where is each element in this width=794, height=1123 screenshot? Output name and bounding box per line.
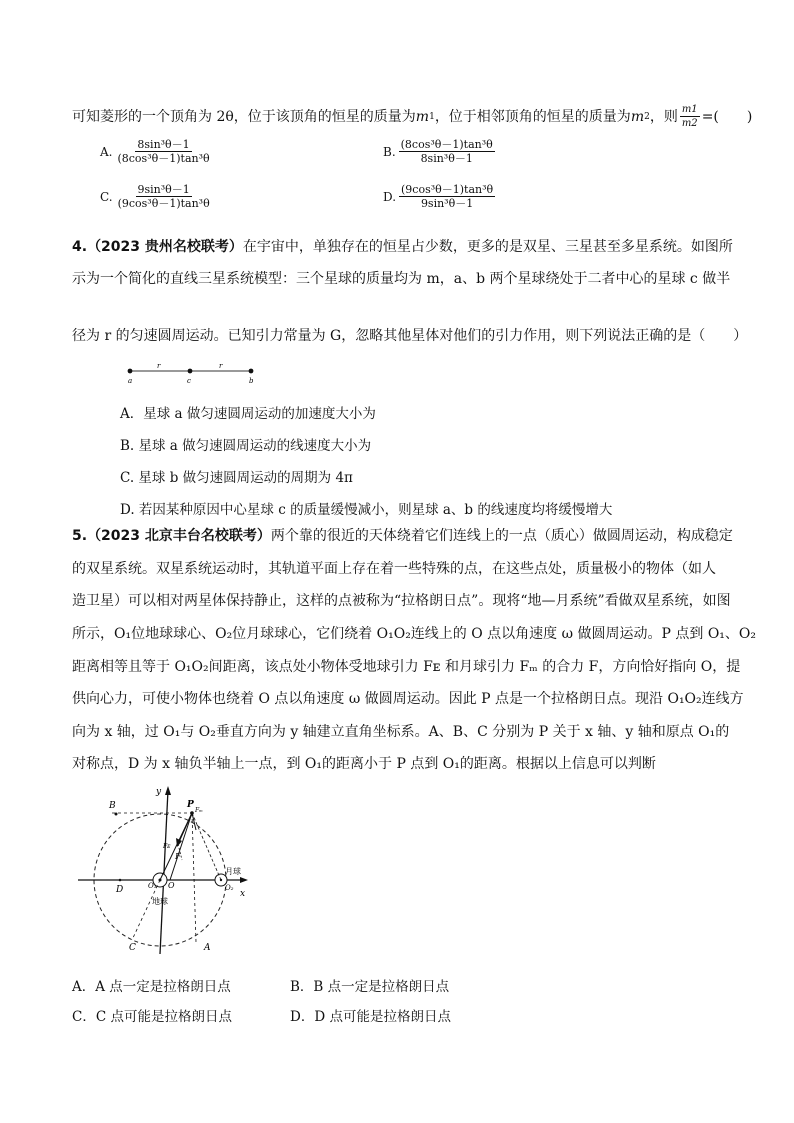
svg-text:O₂: O₂ [225,884,234,892]
q4-choice-b[interactable]: B. 星球 a 做匀速圆周运动的线速度大小为 [120,438,372,454]
q5-line-8: 对称点，D 为 x 轴负半轴上一点，到 O₁的距离小于 P 点到 O₁的距离。根据以上信息可以判断 [72,756,656,772]
q4-choice-a[interactable]: A．星球 a 做匀速圆周运动的加速度大小为 [120,406,376,422]
q5-line-5: 距离相等且等于 O₁O₂间距离，该点处小物体受地球引力 Fᴇ 和月球引力 Fₘ 的合力 F，方向恰好指向 O，提 [72,659,741,675]
svg-text:O₁: O₁ [148,882,157,890]
svg-text:c: c [187,377,191,384]
q5-choice-d[interactable]: D．D 点可能是拉格朗日点 [290,1009,451,1025]
svg-text:B: B [109,801,116,811]
q4-line-1: 4.（2023 贵州名校联考）在宇宙中，单独存在的恒星占少数，更多的是双星、三星甚至多星系统。如图所 [72,239,733,255]
svg-text:O: O [168,881,175,890]
svg-text:月球: 月球 [225,867,241,876]
svg-text:Fₘ: Fₘ [195,807,203,814]
q3-option-a[interactable]: A. $\frac{\text{8sin³θ－1}}{\text{(8cos³θ－1)tan³θ}}$ [100,138,210,165]
svg-text:y: y [156,787,162,797]
svg-text:a: a [128,377,133,384]
q5-choice-b[interactable]: B．B 点一定是拉格朗日点 [290,979,450,995]
svg-text:A: A [204,943,211,953]
star-b [249,369,254,374]
q4-line-3: 径为 r 的匀速圆周运动。已知引力常量为 G，忽略其他星体对他们的引力作用，则下列说法正确的是（ ） [72,328,748,344]
q4-choice-c[interactable]: C. 星球 b 做匀速圆周运动的周期为 4π [120,470,353,486]
mass-ratio: $\frac{m1}{m2}$ [681,104,698,129]
svg-text:Fᴇ: Fᴇ [163,843,171,850]
svg-text:r: r [219,362,223,370]
q5-line-1: 5.（2023 北京丰台名校联考）两个靠的很近的天体绕着它们连线上的一点（质心）做圆周运动，构成稳定 [72,528,733,544]
point-b [115,813,118,816]
q4-choice-d[interactable]: D. 若因某种原因中心星球 c 的质量缓慢减小，则星球 a、b 的线速度均将缓慢增大 [120,502,613,518]
q5-line-4: 所示，O₁位地球球心、O₂位月球球心，它们绕着 O₁O₂连线上的 O 点以角速度 ω 做圆周运动。P 点到 O₁、O₂ [72,626,757,642]
q5-choice-a[interactable]: A．A 点一定是拉格朗日点 [72,979,231,995]
q3-stem: 可知菱形的一个顶角为 2θ，位于该顶角的恒星的质量为 m 1 ，位于相邻顶角的恒星的质量为 m 2 ，则 $\frac{m1}{m2}$ =( ) [72,104,753,129]
svg-text:r: r [157,362,161,370]
q4-line-2: 示为一个简化的直线三星系统模型：三个星球的质量均为 m，a、b 两个星球绕处于二者中心的星球 c 做半 [72,271,731,287]
q5-line-3: 造卫星）可以相对两星体保持静止，这样的点被称为“拉格朗日点”。现将“地—月系统”看做双星系统，如图 [72,593,731,609]
svg-text:C: C [129,943,136,953]
svg-text:b: b [249,377,254,384]
svg-text:F: F [175,852,181,861]
q3-option-d[interactable]: D. $\frac{\text{(9cos³θ－1)tan³θ}}{\text{9sin³θ－1}}$ [383,183,494,210]
star-a [128,369,133,374]
q5-choice-c[interactable]: C．C 点可能是拉格朗日点 [72,1009,232,1025]
q3-option-b[interactable]: B. $\frac{\text{(8cos³θ－1)tan³θ}}{\text{8sin³θ－1}}$ [383,138,493,165]
svg-text:P: P [187,800,194,810]
point-d [119,879,122,882]
svg-text:地球: 地球 [152,897,168,906]
svg-text:x: x [240,889,246,899]
svg-text:D: D [116,885,124,895]
lagrange-point-figure [74,782,274,957]
q5-line-7: 向为 x 轴，过 O₁与 O₂垂直方向为 y 轴建立直角坐标系。A、B、C 分别为 P 关于 x 轴、y 轴和原点 O₁的 [72,724,730,740]
q5-line-2: 的双星系统。双星系统运动时，其轨道平面上存在着一些特殊的点，在这些点处，质量极小的物体（如人 [72,561,716,577]
q3-option-c[interactable]: C. $\frac{\text{9sin³θ－1}}{\text{(9cos³θ－1)tan³θ}}$ [100,183,210,210]
three-star-diagram [124,362,264,384]
q5-line-6: 供向心力，可使小物体也绕着 O 点以角速度 ω 做圆周运动。因此 P 点是一个拉格朗日点。现沿 O₁O₂连线方 [72,691,744,707]
star-c [188,369,193,374]
